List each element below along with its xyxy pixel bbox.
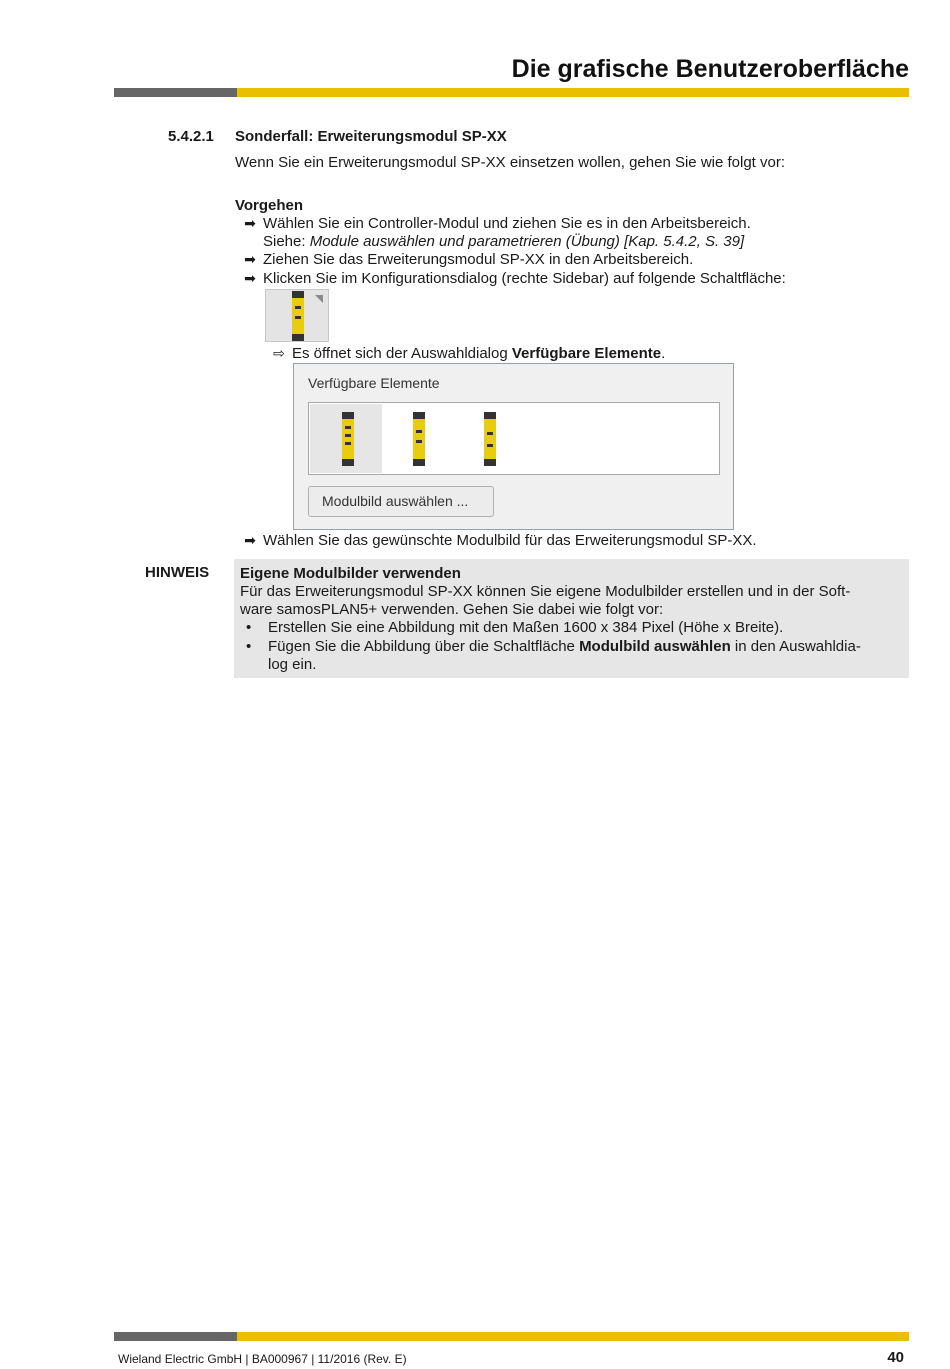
- module-image-option-3[interactable]: [484, 412, 496, 466]
- footer-bar-yellow: [237, 1332, 909, 1341]
- step-3: Klicken Sie im Konfigurationsdialog (rechte Sidebar) auf folgende Schaltfläche:: [263, 270, 786, 287]
- module-icon: [292, 291, 304, 341]
- result-bold: Verfügbare Elemente: [511, 345, 662, 362]
- result-prefix: Es öffnet sich der Auswahldialog: [292, 345, 508, 362]
- note-title: Eigene Modulbilder verwenden: [240, 565, 461, 582]
- note-bullet-2: [268, 638, 861, 656]
- right-arrow-icon: ➡: [244, 215, 256, 231]
- step-1-see: [263, 233, 744, 251]
- module-image-list: [308, 402, 720, 475]
- bullet-icon: •: [246, 638, 252, 655]
- procedure-heading: Vorgehen: [235, 197, 304, 214]
- result-suffix: .: [661, 345, 666, 362]
- hollow-right-arrow-icon: ⇨: [273, 345, 285, 361]
- cross-reference-link[interactable]: Module auswählen und parametrieren (Übung) [Kap. 5.4.2, S. 39]: [309, 233, 745, 250]
- bullet-2-prefix: Fügen Sie die Abbildung über die Schaltfläche: [268, 638, 575, 655]
- module-image-option-2[interactable]: [413, 412, 425, 466]
- section-intro: Wenn Sie ein Erweiterungsmodul SP-XX einsetzen wollen, gehen Sie wie folgt vor:: [235, 154, 786, 171]
- corner-indicator-icon: [315, 295, 323, 303]
- module-image-button[interactable]: [265, 289, 329, 342]
- section-number: 5.4.2.1: [168, 128, 214, 145]
- available-elements-dialog: [293, 363, 734, 530]
- note-line-1: Für das Erweiterungsmodul SP-XX können Sie eigene Modulbilder erstellen und in der Soft-: [240, 583, 851, 600]
- select-module-image-button[interactable]: Modulbild auswählen ...: [308, 486, 494, 517]
- footer-bar-gray: [114, 1332, 237, 1341]
- module-image-option-1[interactable]: [342, 412, 354, 466]
- step-3-result: [292, 345, 665, 363]
- step-2: Ziehen Sie das Erweiterungsmodul SP-XX in den Arbeitsbereich.: [263, 251, 694, 268]
- footer-text: Wieland Electric GmbH | BA000967 | 11/2016 (Rev. E): [118, 1352, 407, 1366]
- see-prefix: Siehe:: [263, 233, 306, 250]
- page-number: 40: [887, 1349, 904, 1366]
- note-label: HINWEIS: [145, 564, 210, 581]
- section-title: Sonderfall: Erweiterungsmodul SP-XX: [235, 128, 507, 145]
- header-bar-yellow: [237, 88, 909, 97]
- note-line-2: ware samosPLAN5+ verwenden. Gehen Sie dabei wie folgt vor:: [240, 601, 664, 618]
- bullet-icon: •: [246, 619, 252, 636]
- right-arrow-icon: ➡: [244, 251, 256, 267]
- page-title: Die grafische Benutzeroberfläche: [511, 55, 909, 83]
- bullet-2-bold: Modulbild auswählen: [579, 638, 731, 655]
- bullet-2-suffix: in den Auswahldia-: [734, 638, 861, 655]
- step-4: Wählen Sie das gewünschte Modulbild für das Erweiterungsmodul SP-XX.: [263, 532, 757, 549]
- dialog-title: Verfügbare Elemente: [308, 375, 440, 391]
- note-bullet-1: Erstellen Sie eine Abbildung mit den Maßen 1600 x 384 Pixel (Höhe x Breite).: [268, 619, 784, 636]
- header-bar-gray: [114, 88, 237, 97]
- note-bullet-2-line-2: log ein.: [268, 656, 317, 673]
- right-arrow-icon: ➡: [244, 532, 256, 548]
- step-1: Wählen Sie ein Controller-Modul und ziehen Sie es in den Arbeitsbereich.: [263, 215, 751, 232]
- right-arrow-icon: ➡: [244, 270, 256, 286]
